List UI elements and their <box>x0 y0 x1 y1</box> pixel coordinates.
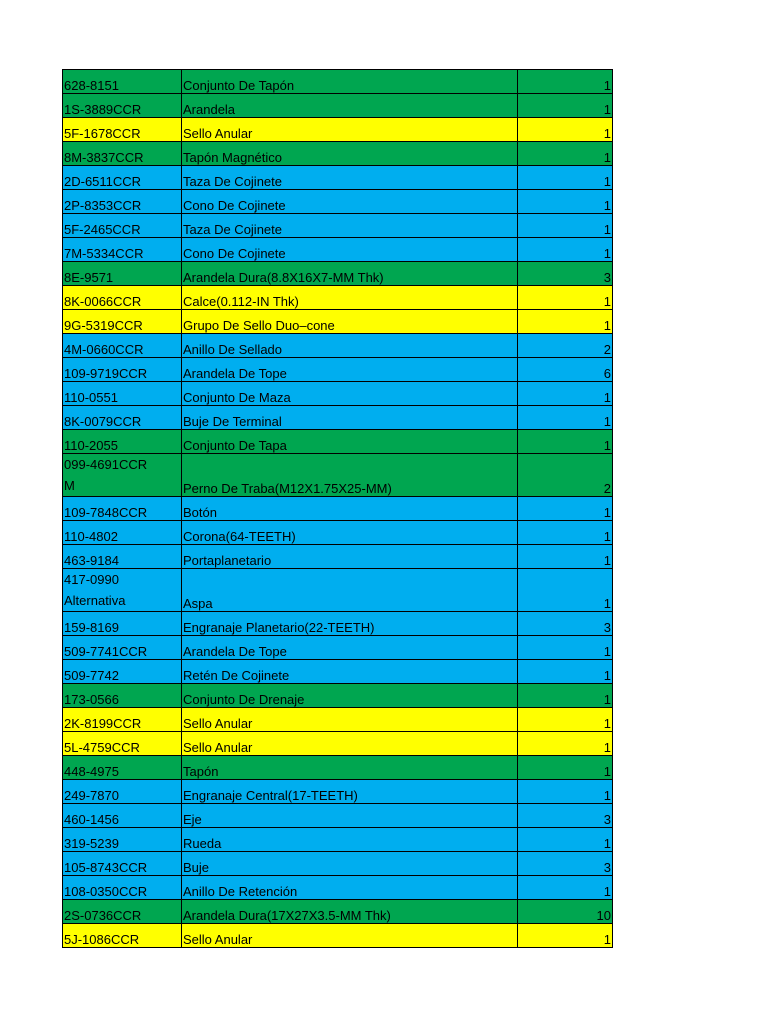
part-number-cell[interactable]: 5L-4759CCR <box>63 732 182 756</box>
description-cell[interactable]: Arandela De Tope <box>182 636 518 660</box>
quantity-cell[interactable]: 3 <box>518 804 613 828</box>
description-cell[interactable]: Cono De Cojinete <box>182 190 518 214</box>
description-cell[interactable]: Taza De Cojinete <box>182 214 518 238</box>
part-number-cell[interactable]: 159-8169 <box>63 612 182 636</box>
quantity-cell[interactable]: 1 <box>518 286 613 310</box>
table-row <box>63 70 613 94</box>
part-number-cell[interactable]: 319-5239 <box>63 828 182 852</box>
quantity-cell[interactable]: 1 <box>518 497 613 521</box>
parts-table-body <box>63 70 613 948</box>
description-cell[interactable]: Arandela De Tope <box>182 358 518 382</box>
quantity-cell[interactable]: 1 <box>518 190 613 214</box>
part-number-cell[interactable]: 509-7742 <box>63 660 182 684</box>
table-row <box>63 142 613 166</box>
description-cell[interactable]: Arandela <box>182 94 518 118</box>
part-number-cell[interactable]: 628-8151 <box>63 70 182 94</box>
quantity-cell[interactable]: 1 <box>518 310 613 334</box>
description-cell[interactable]: Sello Anular <box>182 118 518 142</box>
description-cell[interactable]: Calce(0.112-IN Thk) <box>182 286 518 310</box>
table-row <box>63 382 613 406</box>
description-cell[interactable]: Engranaje Planetario(22-TEETH) <box>182 612 518 636</box>
description-cell[interactable]: Arandela Dura(8.8X16X7-MM Thk) <box>182 262 518 286</box>
description-cell[interactable]: Taza De Cojinete <box>182 166 518 190</box>
description-cell[interactable]: Tapón Magnético <box>182 142 518 166</box>
quantity-cell[interactable]: 3 <box>518 262 613 286</box>
quantity-cell[interactable]: 6 <box>518 358 613 382</box>
quantity-cell[interactable]: 1 <box>518 118 613 142</box>
part-number-cell[interactable]: 448-4975 <box>63 756 182 780</box>
description-cell[interactable]: Corona(64-TEETH) <box>182 521 518 545</box>
table-row <box>63 545 613 569</box>
description-cell[interactable]: Eje <box>182 804 518 828</box>
quantity-cell[interactable]: 1 <box>518 70 613 94</box>
quantity-cell[interactable]: 1 <box>518 406 613 430</box>
part-number-cell[interactable]: 509-7741CCR <box>63 636 182 660</box>
description-cell[interactable]: Conjunto De Tapón <box>182 70 518 94</box>
part-number-cell[interactable]: 5F-1678CCR <box>63 118 182 142</box>
table-row <box>63 708 613 732</box>
part-number-cell[interactable]: 463-9184 <box>63 545 182 569</box>
table-row <box>63 900 613 924</box>
quantity-cell[interactable]: 1 <box>518 382 613 406</box>
quantity-cell[interactable]: 1 <box>518 876 613 900</box>
table-row <box>63 684 613 708</box>
part-number-cell[interactable]: 5F-2465CCR <box>63 214 182 238</box>
part-number-cell[interactable]: 109-7848CCR <box>63 497 182 521</box>
table-row <box>63 118 613 142</box>
table-row <box>63 310 613 334</box>
table-row <box>63 166 613 190</box>
part-number-cell[interactable]: 5J-1086CCR <box>63 924 182 948</box>
table-row <box>63 804 613 828</box>
table-row <box>63 852 613 876</box>
table-row <box>63 262 613 286</box>
description-cell[interactable]: Buje <box>182 852 518 876</box>
quantity-cell[interactable]: 1 <box>518 732 613 756</box>
part-number-cell[interactable]: 1S-3889CCR <box>63 94 182 118</box>
quantity-cell[interactable]: 1 <box>518 756 613 780</box>
table-row <box>63 780 613 804</box>
quantity-cell[interactable]: 1 <box>518 238 613 262</box>
description-cell[interactable]: Buje De Terminal <box>182 406 518 430</box>
table-row <box>63 214 613 238</box>
part-number-cell[interactable]: 110-0551 <box>63 382 182 406</box>
quantity-cell[interactable]: 3 <box>518 852 613 876</box>
description-cell[interactable]: Engranaje Central(17-TEETH) <box>182 780 518 804</box>
quantity-cell[interactable]: 1 <box>518 521 613 545</box>
table-row <box>63 286 613 310</box>
part-number-cell[interactable]: 108-0350CCR <box>63 876 182 900</box>
description-cell[interactable]: Anillo De Sellado <box>182 334 518 358</box>
quantity-cell[interactable]: 1 <box>518 684 613 708</box>
quantity-cell[interactable]: 1 <box>518 924 613 948</box>
quantity-cell[interactable]: 1 <box>518 166 613 190</box>
description-cell[interactable]: Sello Anular <box>182 732 518 756</box>
description-cell[interactable]: Anillo De Retención <box>182 876 518 900</box>
description-cell[interactable]: Sello Anular <box>182 924 518 948</box>
part-number-cell[interactable]: 8K-0079CCR <box>63 406 182 430</box>
table-row <box>63 521 613 545</box>
part-number-cell[interactable]: 4M-0660CCR <box>63 334 182 358</box>
part-number-cell[interactable]: 8K-0066CCR <box>63 286 182 310</box>
part-number-cell[interactable]: 173-0566 <box>63 684 182 708</box>
table-row <box>63 732 613 756</box>
quantity-cell[interactable]: 1 <box>518 430 613 454</box>
table-row <box>63 660 613 684</box>
part-number-cell[interactable]: 110-4802 <box>63 521 182 545</box>
quantity-cell[interactable]: 2 <box>518 334 613 358</box>
description-cell[interactable]: Cono De Cojinete <box>182 238 518 262</box>
quantity-cell[interactable]: 1 <box>518 636 613 660</box>
part-number-cell[interactable]: 249-7870 <box>63 780 182 804</box>
part-number-cell[interactable]: 417-0990 Alternativa <box>63 569 182 612</box>
description-cell[interactable]: Aspa <box>182 569 518 612</box>
parts-table <box>62 69 613 948</box>
quantity-cell[interactable]: 1 <box>518 545 613 569</box>
part-number-cell[interactable]: 460-1456 <box>63 804 182 828</box>
table-row <box>63 876 613 900</box>
quantity-cell[interactable]: 3 <box>518 612 613 636</box>
table-row <box>63 358 613 382</box>
description-cell[interactable]: Retén De Cojinete <box>182 660 518 684</box>
description-cell[interactable]: Arandela Dura(17X27X3.5-MM Thk) <box>182 900 518 924</box>
quantity-cell[interactable]: 1 <box>518 660 613 684</box>
quantity-cell[interactable]: 10 <box>518 900 613 924</box>
part-number-cell[interactable]: 105-8743CCR <box>63 852 182 876</box>
quantity-cell[interactable]: 1 <box>518 142 613 166</box>
table-row <box>63 190 613 214</box>
table-row <box>63 924 613 948</box>
table-row <box>63 94 613 118</box>
description-cell[interactable]: Portaplanetario <box>182 545 518 569</box>
description-cell[interactable]: Conjunto De Maza <box>182 382 518 406</box>
table-row <box>63 636 613 660</box>
part-number-cell[interactable]: 7M-5334CCR <box>63 238 182 262</box>
description-cell[interactable]: Grupo De Sello Duo–cone <box>182 310 518 334</box>
table-row <box>63 612 613 636</box>
part-number-cell[interactable]: 2P-8353CCR <box>63 190 182 214</box>
table-row <box>63 569 613 612</box>
table-row <box>63 454 613 497</box>
quantity-cell[interactable]: 1 <box>518 94 613 118</box>
table-row <box>63 334 613 358</box>
part-number-cell[interactable]: 8E-9571 <box>63 262 182 286</box>
part-number-cell[interactable]: 2D-6511CCR <box>63 166 182 190</box>
quantity-cell[interactable]: 1 <box>518 708 613 732</box>
part-number-cell[interactable]: 9G-5319CCR <box>63 310 182 334</box>
part-number-cell[interactable]: 2K-8199CCR <box>63 708 182 732</box>
part-number-cell[interactable]: 110-2055 <box>63 430 182 454</box>
description-cell[interactable]: Sello Anular <box>182 708 518 732</box>
description-cell[interactable]: Perno De Traba(M12X1.75X25-MM) <box>182 454 518 497</box>
table-row <box>63 406 613 430</box>
table-row <box>63 828 613 852</box>
table-row <box>63 756 613 780</box>
description-cell[interactable]: Tapón <box>182 756 518 780</box>
quantity-cell[interactable]: 2 <box>518 454 613 497</box>
part-number-cell[interactable]: 8M-3837CCR <box>63 142 182 166</box>
table-row <box>63 430 613 454</box>
part-number-cell[interactable]: 109-9719CCR <box>63 358 182 382</box>
table-row <box>63 238 613 262</box>
quantity-cell[interactable]: 1 <box>518 214 613 238</box>
part-number-cell[interactable]: 2S-0736CCR <box>63 900 182 924</box>
part-number-cell[interactable]: 099-4691CCR M <box>63 454 182 497</box>
description-cell[interactable]: Conjunto De Drenaje <box>182 684 518 708</box>
quantity-cell[interactable]: 1 <box>518 828 613 852</box>
description-cell[interactable]: Conjunto De Tapa <box>182 430 518 454</box>
table-row <box>63 497 613 521</box>
quantity-cell[interactable]: 1 <box>518 569 613 612</box>
description-cell[interactable]: Botón <box>182 497 518 521</box>
quantity-cell[interactable]: 1 <box>518 780 613 804</box>
description-cell[interactable]: Rueda <box>182 828 518 852</box>
